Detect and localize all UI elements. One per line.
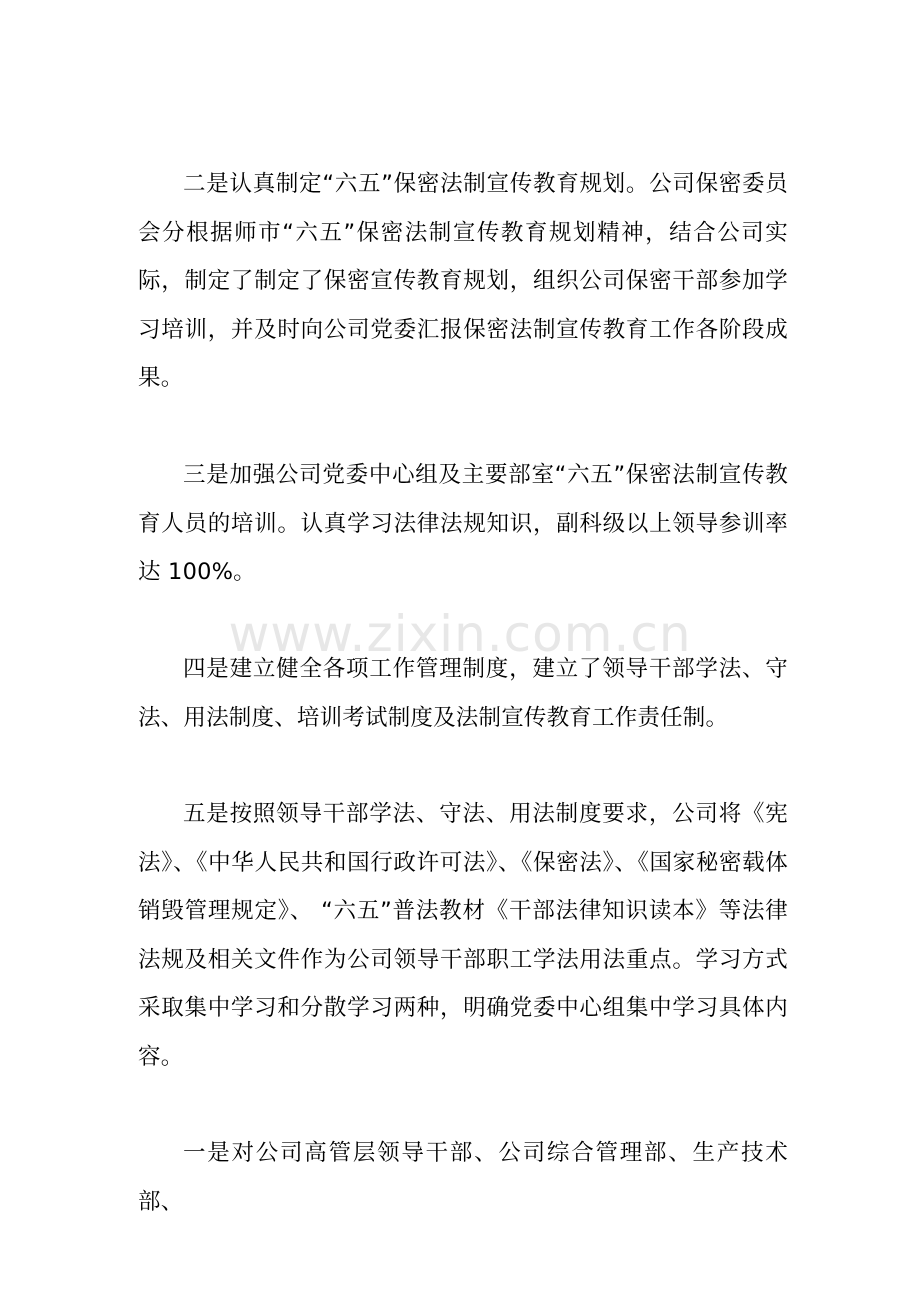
- paragraph-1-executives: 一是对公司高管层领导干部、公司综合管理部、生产技术部、: [138, 1140, 788, 1215]
- paragraph-4-management-system: 四是建立健全各项工作管理制度，建立了领导干部学法、守法、用法制度、培训考试制度及法制宣传教育工作责任制。: [138, 656, 788, 731]
- paragraph-3-training: 三是加强公司党委中心组及主要部室“六五”保密法制宣传教育人员的培训。认真学习法律法规知识，副科级以上领导参训率达 100%。: [138, 462, 788, 585]
- paragraph-5-study-requirements: 五是按照领导干部学法、守法、用法制度要求，公司将《宪法》、《中华人民共和国行政许可法》、《保密法》、《国家秘密载体销毁管理规定》、 “六五”普法教材《干部法律知识读本》等法律法规及相关文件作为公司领导干部职工学法用法重点。学习方式采取集中学习和分散学习两种，明确党委中心组集中学习具体内容。: [138, 801, 788, 1070]
- paragraph-2-planning: 二是认真制定“六五”保密法制宣传教育规划。公司保密委员会分根据师市“六五”保密法制宣传教育规划精神，结合公司实际，制定了制定了保密宣传教育规划，组织公司保密干部参加学习培训，并及时向公司党委汇报保密法制宣传教育工作各阶段成果。: [138, 171, 788, 391]
- watermark-text: www.zixin.com.cn: [228, 605, 692, 663]
